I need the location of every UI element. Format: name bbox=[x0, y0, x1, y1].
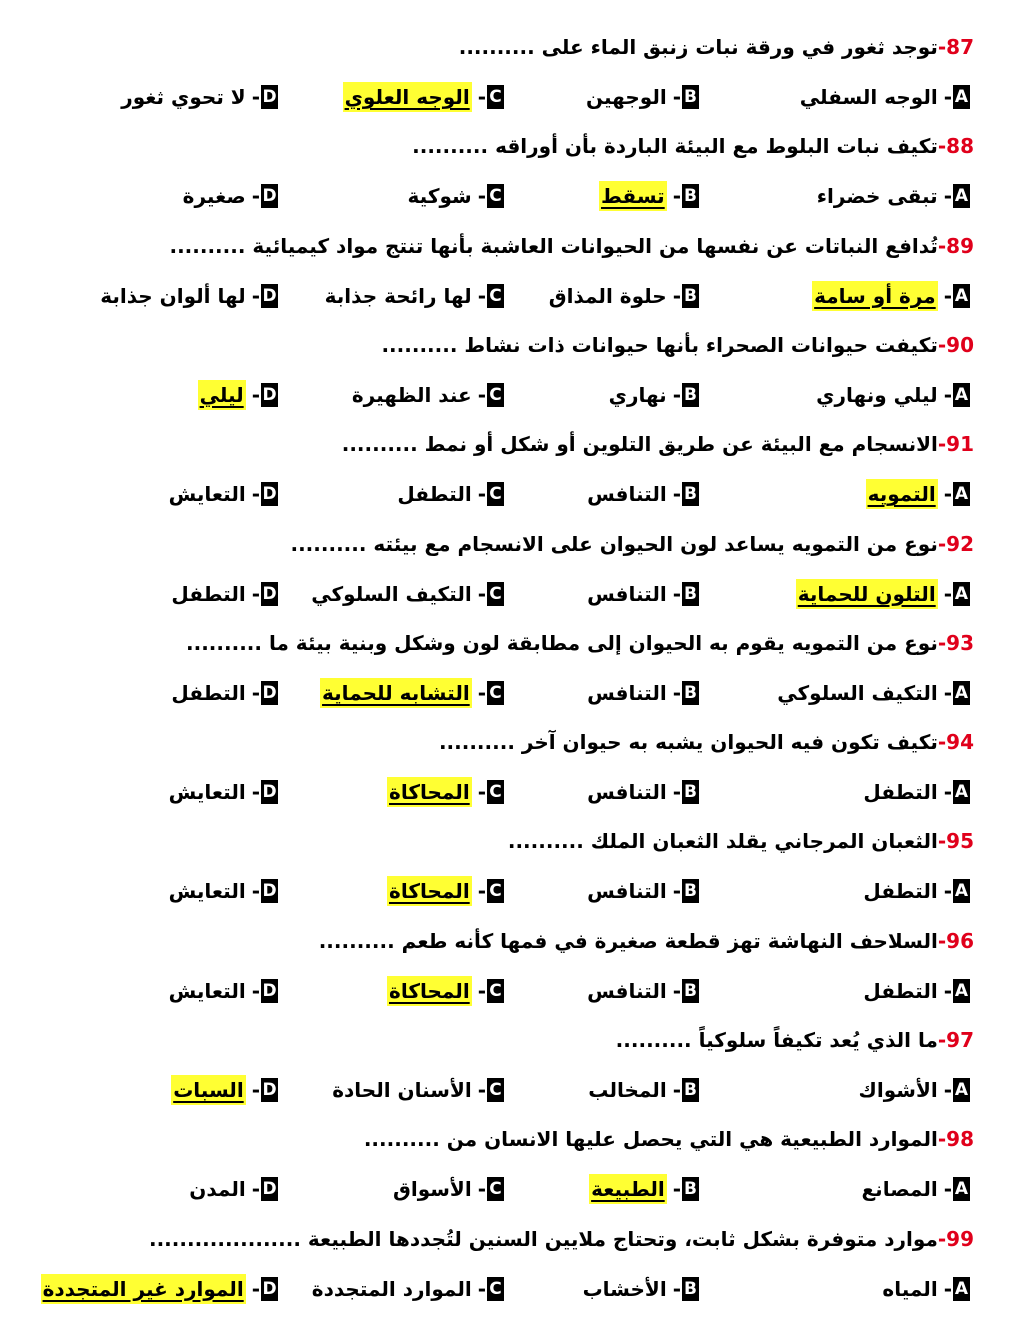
option-letter-badge: A bbox=[954, 782, 969, 803]
option-text: تبقى خضراء bbox=[816, 184, 938, 209]
option-a[interactable] bbox=[859, 1075, 970, 1105]
option-letter-badge: B bbox=[682, 284, 699, 308]
option-b[interactable] bbox=[587, 777, 699, 807]
option-b[interactable] bbox=[587, 976, 699, 1006]
correct-answer-text: السبات bbox=[171, 1075, 246, 1105]
question-11 bbox=[40, 1025, 974, 1055]
question-number: 87- bbox=[937, 35, 974, 59]
option-dash: - bbox=[477, 184, 486, 209]
option-dash: - bbox=[943, 1078, 952, 1102]
option-letter-badge: C bbox=[487, 1078, 504, 1102]
question-12 bbox=[40, 1124, 974, 1154]
option-dash: - bbox=[477, 680, 486, 705]
option-dash: - bbox=[672, 85, 681, 109]
option-dash: - bbox=[672, 382, 681, 407]
option-b[interactable] bbox=[587, 678, 699, 708]
option-letter-badge: C bbox=[487, 582, 504, 606]
option-dash: - bbox=[477, 1177, 486, 1202]
question-text: الموارد الطبيعية هي التي يحصل عليها الانسان من .......... bbox=[363, 1127, 938, 1152]
option-dash: - bbox=[672, 1177, 681, 1202]
option-a[interactable] bbox=[816, 380, 970, 410]
option-letter-badge: D bbox=[262, 384, 277, 405]
option-c[interactable] bbox=[320, 678, 504, 708]
option-letter-badge: B bbox=[682, 383, 699, 407]
option-text: المصانع bbox=[861, 1177, 938, 1202]
option-letter-badge: D bbox=[262, 682, 277, 703]
option-b[interactable] bbox=[587, 579, 699, 609]
option-letter-badge: C bbox=[487, 879, 504, 903]
option-dash: - bbox=[251, 879, 260, 904]
option-text: التطفل bbox=[863, 978, 938, 1003]
question-text: ما الذي يُعد تكيفاً سلوكياً .......... bbox=[615, 1028, 938, 1052]
option-b[interactable] bbox=[587, 876, 699, 906]
option-letter-badge: C bbox=[487, 85, 504, 109]
option-letter-badge: B bbox=[682, 780, 699, 804]
option-c[interactable] bbox=[343, 82, 504, 112]
option-dash: - bbox=[477, 1276, 486, 1301]
option-dash: - bbox=[672, 482, 681, 507]
option-d[interactable] bbox=[198, 380, 278, 410]
options-row bbox=[0, 1075, 1020, 1107]
option-text: التطفل bbox=[863, 780, 938, 805]
option-dash: - bbox=[251, 482, 260, 507]
option-dash: - bbox=[477, 978, 486, 1003]
option-text: الأسنان الحادة bbox=[332, 1078, 472, 1102]
question-8 bbox=[40, 727, 974, 757]
question-text: تكيفت حيوانات الصحراء بأنها حيوانات ذات نشاط .......... bbox=[381, 332, 938, 357]
option-a[interactable] bbox=[817, 181, 970, 211]
option-dash: - bbox=[943, 382, 952, 407]
option-text: التكيف السلوكي bbox=[311, 581, 472, 606]
option-c[interactable] bbox=[393, 1174, 504, 1204]
option-text: ليلي ونهاري bbox=[816, 382, 938, 407]
option-dash: - bbox=[251, 581, 260, 606]
option-letter-badge: D bbox=[262, 980, 277, 1001]
option-text: التطفل bbox=[397, 482, 472, 507]
option-dash: - bbox=[672, 1276, 681, 1301]
question-text: تُدافع النباتات عن نفسها من الحيوانات العاشبة بأنها تنتج مواد كيميائية .......... bbox=[169, 233, 938, 258]
question-text: موارد متوفرة بشكل ثابت، وتحتاج ملايين السنين لتُجددها الطبيعة .................... bbox=[148, 1226, 938, 1251]
option-text: المدن bbox=[189, 1177, 246, 1202]
option-letter-badge: A bbox=[954, 682, 969, 703]
option-letter-badge: C bbox=[487, 1177, 504, 1201]
option-c[interactable] bbox=[325, 281, 504, 311]
correct-answer-text: التمويه bbox=[866, 479, 938, 509]
option-letter-badge: A bbox=[954, 583, 969, 604]
option-text: التعايش bbox=[168, 879, 246, 904]
option-letter-badge: A bbox=[954, 285, 969, 306]
option-letter-badge: B bbox=[682, 979, 699, 1003]
option-text: المياه bbox=[882, 1276, 938, 1301]
option-dash: - bbox=[477, 482, 486, 507]
option-d[interactable] bbox=[41, 1274, 278, 1304]
option-dash: - bbox=[943, 184, 952, 209]
option-letter-badge: A bbox=[954, 87, 969, 107]
question-text: السلاحف النهاشة تهز قطعة صغيرة في فمها كأنه طعم .......... bbox=[318, 928, 938, 953]
option-dash: - bbox=[477, 1078, 486, 1102]
option-letter-badge: B bbox=[682, 85, 699, 109]
question-text: الثعبان المرجاني يقلد الثعبان الملك .......... bbox=[507, 829, 938, 854]
option-text: التنافس bbox=[587, 581, 667, 606]
option-b[interactable] bbox=[587, 479, 699, 509]
question-text: توجد ثغور في ورقة نبات زنبق الماء على .......... bbox=[458, 35, 938, 59]
option-dash: - bbox=[477, 85, 486, 109]
option-c[interactable] bbox=[312, 1274, 504, 1304]
option-text: عند الظهيرة bbox=[351, 382, 472, 407]
option-b[interactable] bbox=[583, 1274, 699, 1304]
option-dash: - bbox=[943, 1276, 952, 1301]
options-row bbox=[0, 678, 1020, 710]
option-text: صغيرة bbox=[182, 184, 246, 209]
option-letter-badge: C bbox=[487, 681, 504, 705]
option-c[interactable] bbox=[387, 876, 504, 906]
option-text: التنافس bbox=[587, 482, 667, 507]
option-d[interactable] bbox=[169, 479, 278, 509]
option-text: المخالب bbox=[588, 1078, 667, 1102]
option-a[interactable] bbox=[863, 777, 970, 807]
options-row bbox=[0, 1174, 1020, 1206]
correct-answer-text: التلون للحماية bbox=[796, 579, 938, 609]
option-dash: - bbox=[251, 1276, 260, 1301]
option-a[interactable] bbox=[866, 479, 970, 509]
question-number: 99- bbox=[937, 1226, 974, 1251]
options-row bbox=[0, 281, 1020, 313]
option-letter-badge: C bbox=[487, 780, 504, 804]
option-a[interactable] bbox=[777, 678, 970, 708]
correct-answer-text: تسقط bbox=[599, 181, 667, 211]
option-letter-badge: C bbox=[487, 383, 504, 407]
option-text: التطفل bbox=[863, 879, 938, 904]
option-letter-badge: D bbox=[262, 87, 277, 107]
option-text: التنافس bbox=[587, 978, 667, 1003]
option-dash: - bbox=[477, 382, 486, 407]
option-text: الوجه السفلي bbox=[799, 85, 938, 109]
options-row bbox=[0, 579, 1020, 611]
question-number: 88- bbox=[937, 134, 974, 159]
question-text: الانسجام مع البيئة عن طريق التلوين أو شكل أو نمط .......... bbox=[341, 432, 938, 457]
option-dash: - bbox=[251, 680, 260, 705]
options-row bbox=[0, 82, 1020, 114]
option-letter-badge: D bbox=[262, 583, 277, 604]
options-row bbox=[0, 976, 1020, 1008]
options-row bbox=[0, 1274, 1020, 1306]
question-text: تكيف تكون فيه الحيوان يشبه به حيوان آخر .......... bbox=[438, 730, 938, 755]
option-dash: - bbox=[251, 1177, 260, 1202]
question-number: 89- bbox=[937, 233, 974, 258]
option-b[interactable] bbox=[586, 82, 699, 112]
option-text: الوجهين bbox=[586, 85, 667, 109]
option-d[interactable] bbox=[169, 876, 278, 906]
option-dash: - bbox=[477, 581, 486, 606]
option-dash: - bbox=[943, 482, 952, 507]
option-b[interactable] bbox=[589, 1174, 699, 1204]
option-text: التنافس bbox=[587, 879, 667, 904]
option-c[interactable] bbox=[387, 777, 504, 807]
option-b[interactable] bbox=[588, 1075, 699, 1105]
option-text: التنافس bbox=[587, 780, 667, 805]
option-letter-badge: A bbox=[954, 484, 969, 505]
question-number: 95- bbox=[937, 829, 974, 854]
option-a[interactable] bbox=[812, 281, 970, 311]
option-d[interactable] bbox=[171, 678, 278, 708]
correct-answer-text: مرة أو سامة bbox=[812, 281, 938, 311]
option-c[interactable] bbox=[311, 579, 504, 609]
option-letter-badge: A bbox=[954, 1278, 969, 1299]
correct-answer-text: المحاكاة bbox=[387, 876, 472, 906]
option-letter-badge: D bbox=[262, 186, 277, 207]
correct-answer-text: التشابه للحماية bbox=[320, 678, 472, 708]
option-letter-badge: D bbox=[262, 1278, 277, 1299]
option-dash: - bbox=[251, 780, 260, 805]
option-a[interactable] bbox=[863, 876, 970, 906]
option-letter-badge: B bbox=[682, 582, 699, 606]
option-c[interactable] bbox=[332, 1075, 504, 1105]
options-row bbox=[0, 777, 1020, 809]
option-dash: - bbox=[943, 283, 952, 308]
option-d[interactable] bbox=[169, 777, 278, 807]
option-dash: - bbox=[672, 978, 681, 1003]
option-letter-badge: A bbox=[954, 980, 969, 1001]
question-text: نوع من التمويه يساعد لون الحيوان على الانسجام مع بيئته .......... bbox=[290, 531, 938, 556]
question-1 bbox=[40, 32, 974, 62]
option-text: الأشواك bbox=[858, 1078, 938, 1102]
correct-answer-text: المحاكاة bbox=[387, 777, 472, 807]
option-letter-badge: B bbox=[682, 1078, 699, 1102]
correct-answer-text: ليلي bbox=[198, 380, 246, 410]
option-letter-badge: B bbox=[682, 681, 699, 705]
option-letter-badge: D bbox=[262, 1080, 277, 1100]
option-dash: - bbox=[251, 184, 260, 209]
question-number: 91- bbox=[937, 432, 974, 457]
question-number: 94- bbox=[937, 730, 974, 755]
option-text: شوكية bbox=[407, 184, 472, 209]
option-a[interactable] bbox=[800, 82, 970, 112]
option-b[interactable] bbox=[609, 380, 699, 410]
option-dash: - bbox=[943, 581, 952, 606]
option-text: التعايش bbox=[168, 482, 246, 507]
correct-answer-text: الوجه العلوي bbox=[343, 82, 472, 112]
options-row bbox=[0, 380, 1020, 412]
question-text: نوع من التمويه يقوم به الحيوان إلى مطابقة لون وشكل وبنية بيئة ما .......... bbox=[186, 630, 938, 655]
question-7 bbox=[40, 628, 974, 658]
option-text: الموارد المتجددة bbox=[311, 1276, 472, 1301]
option-text: لها رائحة جذابة bbox=[324, 283, 472, 308]
question-number: 97- bbox=[937, 1028, 974, 1052]
option-dash: - bbox=[251, 283, 260, 308]
option-d[interactable] bbox=[169, 976, 278, 1006]
option-letter-badge: A bbox=[954, 1179, 969, 1200]
option-letter-badge: B bbox=[682, 1277, 699, 1301]
question-5 bbox=[40, 429, 974, 459]
question-6 bbox=[40, 529, 974, 559]
option-dash: - bbox=[477, 879, 486, 904]
question-10 bbox=[40, 926, 974, 956]
option-c[interactable] bbox=[352, 380, 504, 410]
option-dash: - bbox=[672, 879, 681, 904]
option-c[interactable] bbox=[387, 976, 504, 1006]
option-d[interactable] bbox=[189, 1174, 278, 1204]
option-dash: - bbox=[672, 1078, 681, 1102]
option-dash: - bbox=[477, 283, 486, 308]
option-text: التعايش bbox=[168, 978, 246, 1003]
question-number: 92- bbox=[937, 531, 974, 556]
option-letter-badge: C bbox=[487, 284, 504, 308]
option-dash: - bbox=[477, 780, 486, 805]
option-letter-badge: D bbox=[262, 782, 277, 803]
option-letter-badge: C bbox=[487, 184, 504, 208]
option-text: التنافس bbox=[587, 680, 667, 705]
option-letter-badge: D bbox=[262, 881, 277, 902]
option-a[interactable] bbox=[863, 976, 970, 1006]
option-letter-badge: D bbox=[262, 484, 277, 505]
option-dash: - bbox=[672, 184, 681, 209]
correct-answer-text: الطبيعة bbox=[589, 1174, 667, 1204]
option-dash: - bbox=[943, 85, 952, 109]
option-dash: - bbox=[943, 978, 952, 1003]
option-dash: - bbox=[672, 680, 681, 705]
question-4 bbox=[40, 330, 974, 360]
option-dash: - bbox=[251, 1078, 260, 1102]
option-letter-badge: B bbox=[682, 879, 699, 903]
question-number: 90- bbox=[937, 332, 974, 357]
option-d[interactable] bbox=[171, 1075, 278, 1105]
question-3 bbox=[40, 231, 974, 261]
option-a[interactable] bbox=[862, 1174, 970, 1204]
option-letter-badge: A bbox=[954, 881, 969, 902]
option-b[interactable] bbox=[599, 181, 699, 211]
question-2 bbox=[40, 131, 974, 161]
option-letter-badge: A bbox=[954, 186, 969, 207]
correct-answer-text: المحاكاة bbox=[387, 976, 472, 1006]
option-dash: - bbox=[943, 1177, 952, 1202]
question-13 bbox=[40, 1224, 974, 1254]
option-text: لها ألوان جذابة bbox=[100, 283, 246, 308]
option-c[interactable] bbox=[397, 479, 504, 509]
option-dash: - bbox=[672, 283, 681, 308]
option-d[interactable] bbox=[121, 82, 278, 112]
options-row bbox=[0, 181, 1020, 213]
option-dash: - bbox=[943, 879, 952, 904]
option-letter-badge: C bbox=[487, 482, 504, 506]
option-dash: - bbox=[943, 680, 952, 705]
option-d[interactable] bbox=[183, 181, 278, 211]
question-number: 96- bbox=[937, 928, 974, 953]
option-text: نهاري bbox=[608, 382, 667, 407]
option-dash: - bbox=[251, 382, 260, 407]
option-dash: - bbox=[672, 581, 681, 606]
option-text: التعايش bbox=[168, 780, 246, 805]
option-letter-badge: C bbox=[487, 1277, 504, 1301]
question-number: 98- bbox=[937, 1127, 974, 1152]
option-text: لا تحوي ثغور bbox=[121, 85, 246, 109]
option-dash: - bbox=[251, 978, 260, 1003]
option-a[interactable] bbox=[882, 1274, 970, 1304]
option-text: التكيف السلوكي bbox=[777, 680, 938, 705]
option-letter-badge: C bbox=[487, 979, 504, 1003]
option-letter-badge: B bbox=[682, 184, 699, 208]
options-row bbox=[0, 479, 1020, 511]
option-letter-badge: B bbox=[682, 1177, 699, 1201]
option-d[interactable] bbox=[171, 579, 278, 609]
option-text: حلوة المذاق bbox=[548, 283, 667, 308]
option-dash: - bbox=[251, 85, 260, 109]
option-text: التطفل bbox=[171, 680, 246, 705]
option-dash: - bbox=[943, 780, 952, 805]
option-letter-badge: A bbox=[954, 1080, 969, 1100]
option-text: الأخشاب bbox=[582, 1276, 667, 1301]
option-b[interactable] bbox=[549, 281, 699, 311]
option-c[interactable] bbox=[408, 181, 504, 211]
option-text: الأسواق bbox=[392, 1177, 472, 1202]
question-text: تكيف نبات البلوط مع البيئة الباردة بأن أوراقه .......... bbox=[412, 134, 938, 159]
option-a[interactable] bbox=[796, 579, 970, 609]
options-row bbox=[0, 876, 1020, 908]
option-letter-badge: D bbox=[262, 1179, 277, 1200]
option-letter-badge: A bbox=[954, 384, 969, 405]
option-letter-badge: B bbox=[682, 482, 699, 506]
question-9 bbox=[40, 826, 974, 856]
option-letter-badge: D bbox=[262, 285, 277, 306]
option-dash: - bbox=[672, 780, 681, 805]
option-d[interactable] bbox=[100, 281, 278, 311]
option-text: التطفل bbox=[171, 581, 246, 606]
correct-answer-text: الموارد غير المتجددة bbox=[41, 1274, 246, 1304]
question-number: 93- bbox=[937, 630, 974, 655]
